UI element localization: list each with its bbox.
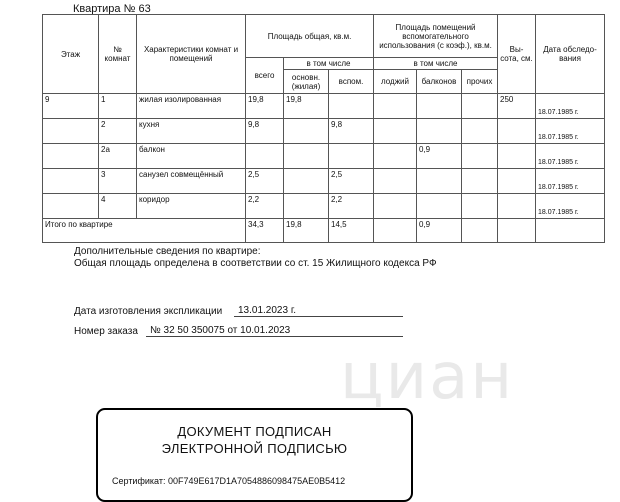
cell-aux — [329, 94, 374, 119]
cell-aux: 2,2 — [329, 194, 374, 219]
totals-row — [43, 219, 605, 243]
cell-floor — [43, 144, 99, 169]
date-value: 13.01.2023 г. — [234, 305, 403, 317]
cell-balcony — [417, 119, 462, 144]
cell-room: 1 — [99, 94, 137, 119]
header-floor: Этаж — [43, 15, 99, 94]
cell-name: кухня — [137, 119, 246, 144]
cell-main — [284, 194, 329, 219]
header-height: Вы- сота, см. — [498, 15, 536, 94]
table-row — [43, 119, 605, 144]
cell-total — [246, 144, 284, 169]
cell-main — [284, 144, 329, 169]
cell-balcony: 0,9 — [417, 144, 462, 169]
cell-name: коридор — [137, 194, 246, 219]
header-of-which: в том числе — [284, 58, 374, 70]
cell-main — [284, 119, 329, 144]
header-main: основн. (жилая) — [284, 70, 329, 94]
header-room-no: № комнат — [99, 15, 137, 94]
header-area-total: Площадь общая, кв.м. — [246, 15, 374, 58]
order-value: № 32 50 350075 от 10.01.2023 — [146, 325, 403, 337]
cell-height — [498, 119, 536, 144]
totals-balcony: 0,9 — [417, 219, 462, 243]
cell-aux: 9,8 — [329, 119, 374, 144]
cell-loggia — [374, 94, 417, 119]
cell-other — [462, 169, 498, 194]
cell-name: санузел совмещённый — [137, 169, 246, 194]
cell-height — [498, 144, 536, 169]
cell-floor — [43, 169, 99, 194]
totals-height — [498, 219, 536, 243]
header-area-aux: Площадь помещений вспомогательного использования (с коэф.), кв.м. — [374, 15, 498, 58]
table-row — [43, 94, 605, 119]
cell-date: 18.07.1985 г. — [536, 94, 605, 119]
cell-loggia — [374, 194, 417, 219]
cell-room: 2 — [99, 119, 137, 144]
cell-date: 18.07.1985 г. — [536, 194, 605, 219]
header-other: прочих — [462, 70, 498, 94]
cell-other — [462, 94, 498, 119]
cell-name: жилая изолированная — [137, 94, 246, 119]
date-label: Дата изготовления экспликации — [74, 306, 223, 317]
cell-loggia — [374, 144, 417, 169]
header-balconies: балконов — [417, 70, 462, 94]
cell-height — [498, 169, 536, 194]
additional-info-heading: Дополнительные сведения по квартире: — [74, 246, 261, 257]
stamp-line2: ЭЛЕКТРОННОЙ ПОДПИСЬЮ — [161, 441, 348, 456]
totals-label: Итого по квартире — [43, 219, 246, 243]
cell-height: 250 — [498, 94, 536, 119]
cell-total: 19,8 — [246, 94, 284, 119]
order-label: Номер заказа — [74, 326, 138, 337]
cell-main: 19,8 — [284, 94, 329, 119]
totals-aux: 14,5 — [329, 219, 374, 243]
cell-aux — [329, 144, 374, 169]
header-auxiliary: вспом. — [329, 70, 374, 94]
cell-main — [284, 169, 329, 194]
cell-loggia — [374, 169, 417, 194]
header-characteristics: Характеристики комнат и помещений — [137, 15, 246, 94]
cell-floor — [43, 194, 99, 219]
stamp-line1: ДОКУМЕНТ ПОДПИСАН — [177, 424, 332, 439]
e-signature-stamp — [96, 408, 413, 502]
cell-date: 18.07.1985 г. — [536, 119, 605, 144]
table-row — [43, 169, 605, 194]
cell-aux: 2,5 — [329, 169, 374, 194]
cell-floor: 9 — [43, 94, 99, 119]
table-row — [43, 194, 605, 219]
header-loggias: лоджий — [374, 70, 417, 94]
header-of-which-aux: в том числе — [374, 58, 498, 70]
table-row — [43, 144, 605, 169]
cell-total: 2,2 — [246, 194, 284, 219]
header-survey-date: Дата обследо- вания — [536, 15, 605, 94]
cell-date: 18.07.1985 г. — [536, 169, 605, 194]
stamp-certificate: Сертификат: 00F749E617D1A7054886098475AE0B5412 — [112, 476, 346, 486]
cell-other — [462, 194, 498, 219]
cell-room: 2а — [99, 144, 137, 169]
totals-date — [536, 219, 605, 243]
header-total: всего — [246, 58, 284, 94]
cell-balcony — [417, 194, 462, 219]
cell-total: 9,8 — [246, 119, 284, 144]
explication-table — [42, 14, 605, 243]
additional-info-text: Общая площадь определена в соответствии со ст. 15 Жилищного кодекса РФ — [74, 258, 437, 269]
cell-other — [462, 144, 498, 169]
apartment-title: Квартира № 63 — [73, 3, 151, 15]
cell-date: 18.07.1985 г. — [536, 144, 605, 169]
cell-floor — [43, 119, 99, 144]
totals-main: 19,8 — [284, 219, 329, 243]
totals-total: 34,3 — [246, 219, 284, 243]
cell-room: 3 — [99, 169, 137, 194]
totals-loggia — [374, 219, 417, 243]
totals-other — [462, 219, 498, 243]
cell-loggia — [374, 119, 417, 144]
cell-total: 2,5 — [246, 169, 284, 194]
cell-balcony — [417, 94, 462, 119]
cell-room: 4 — [99, 194, 137, 219]
cell-other — [462, 119, 498, 144]
cell-height — [498, 194, 536, 219]
watermark: циан — [340, 340, 515, 414]
cell-name: балкон — [137, 144, 246, 169]
cell-balcony — [417, 169, 462, 194]
